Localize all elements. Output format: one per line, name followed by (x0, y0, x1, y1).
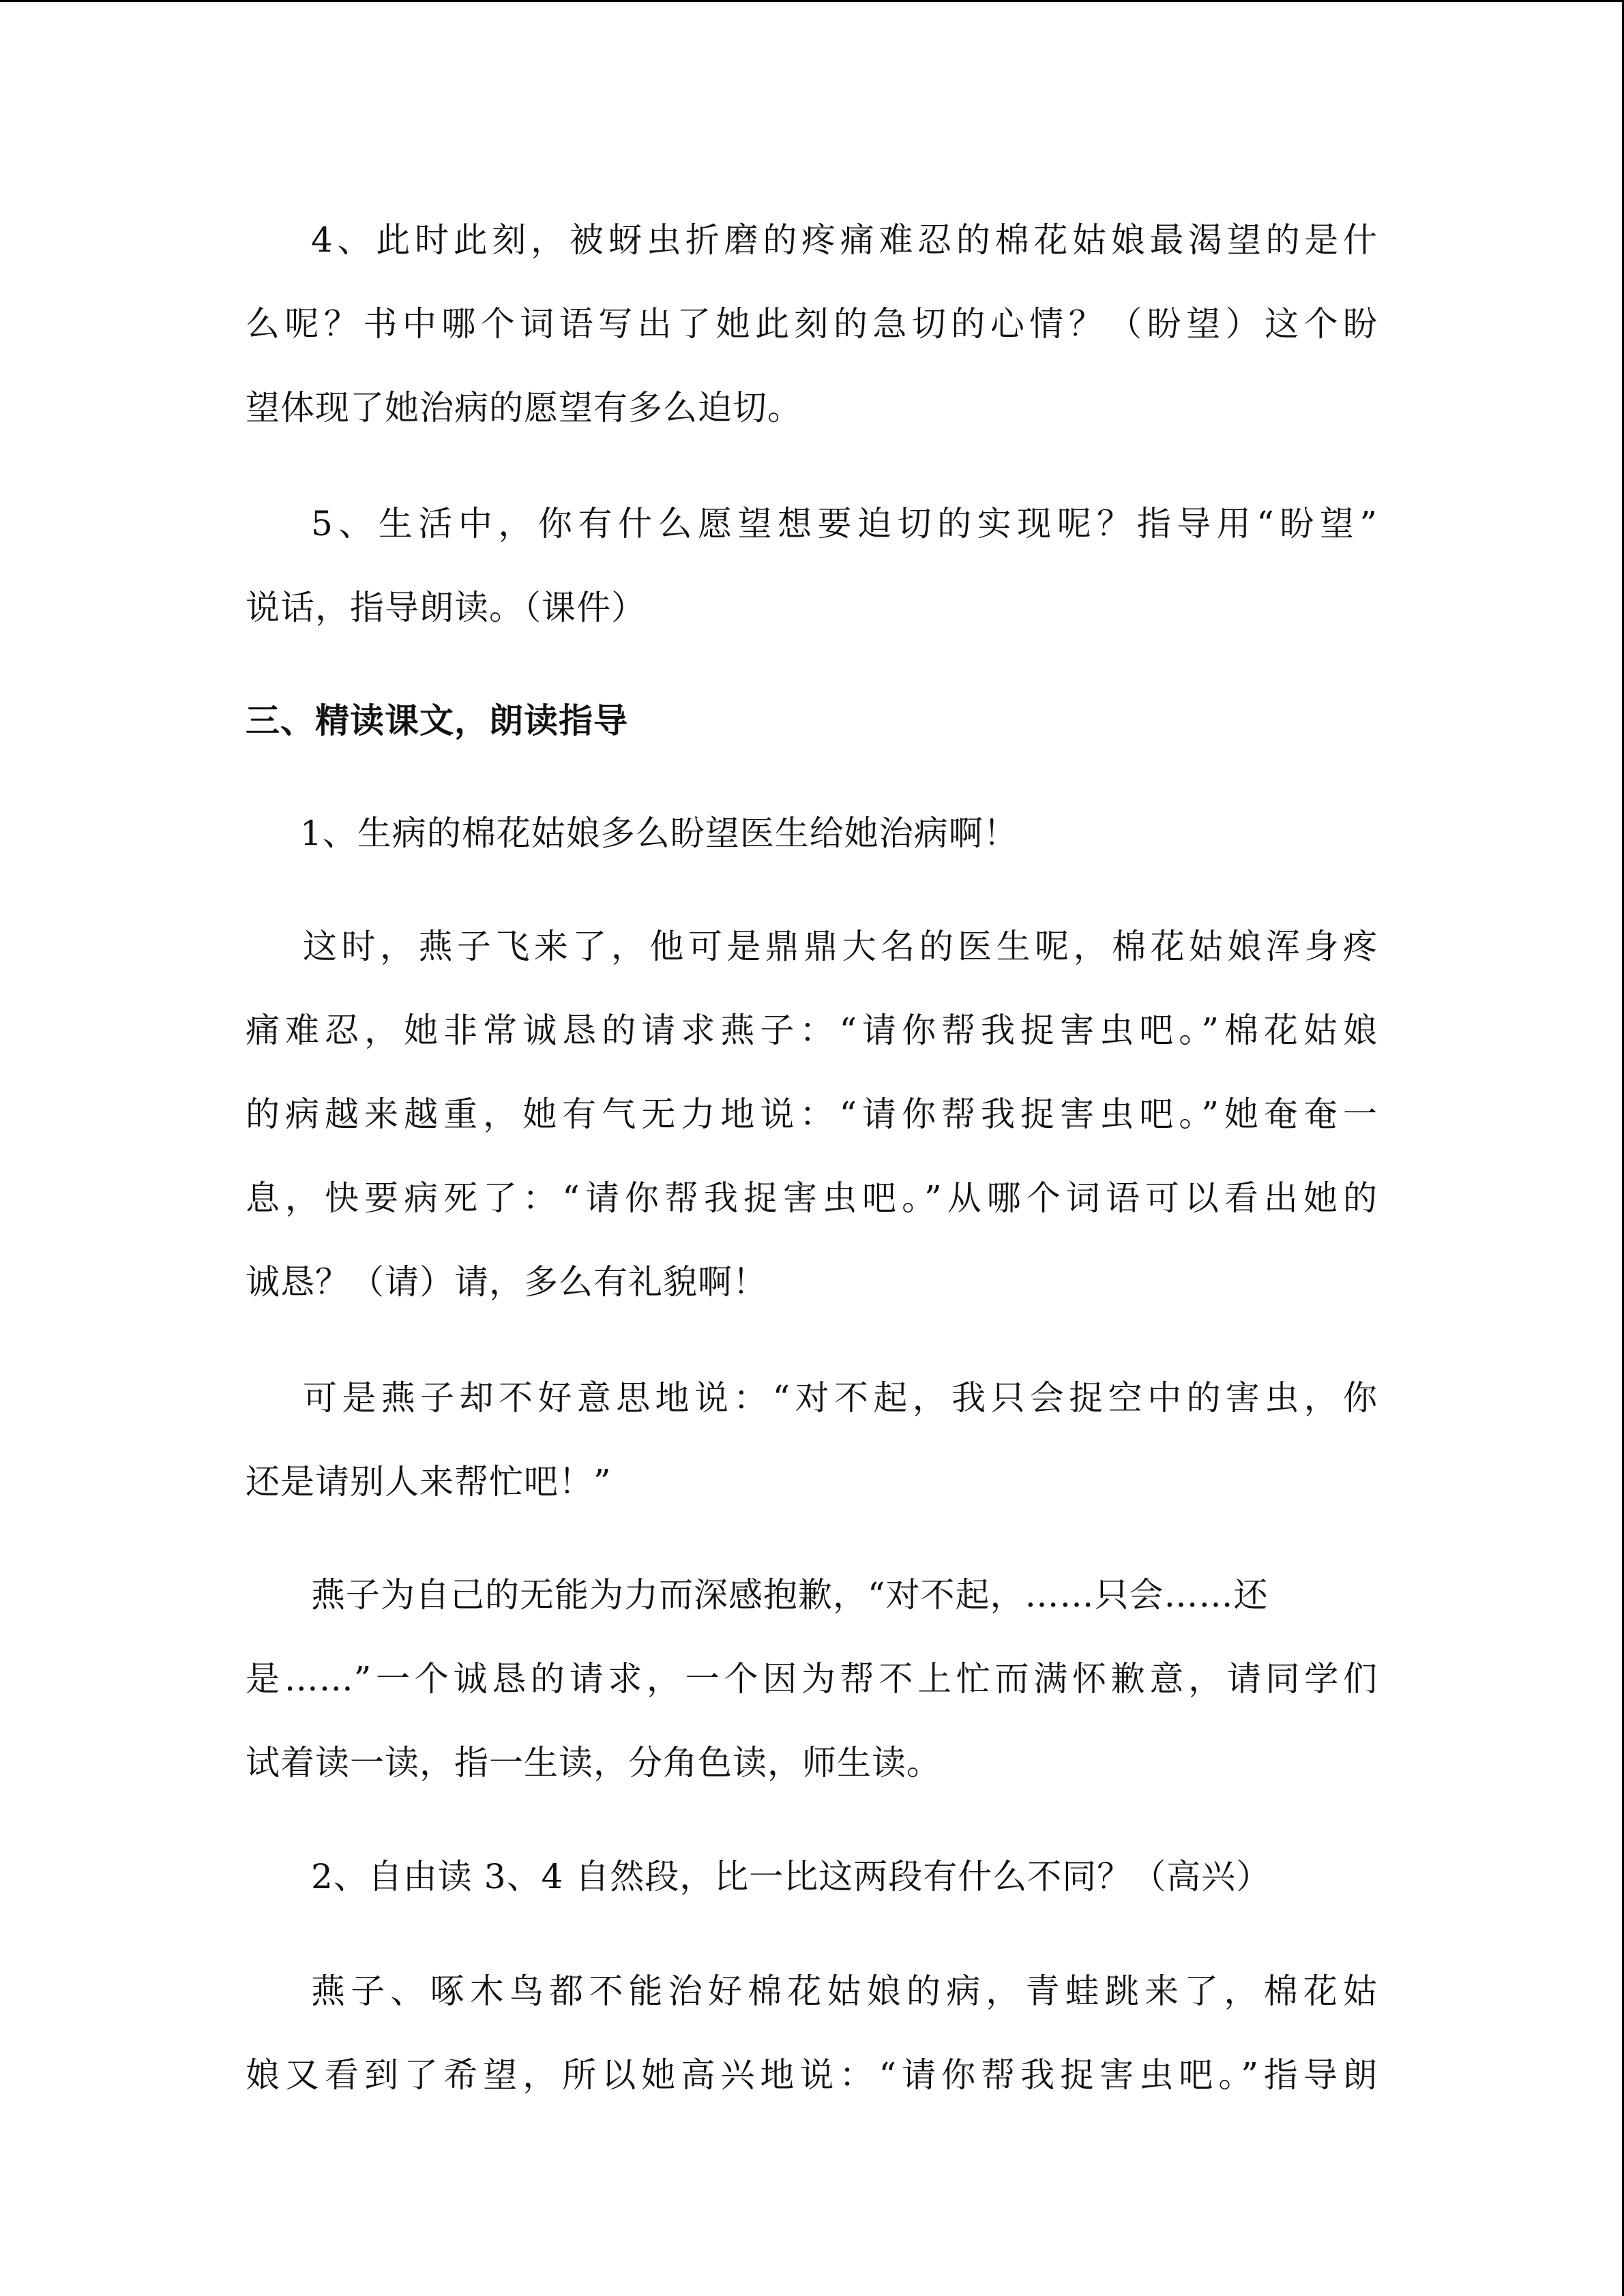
paragraph-5-line-2: 说话，指导朗读。（课件） (246, 588, 646, 627)
section-3-item-2: 2、自由读 3、4 自然段，比一比这两段有什么不同？（高兴） (311, 1857, 1271, 1896)
paragraph-4-line-1: 4、此时此刻，被蚜虫折磨的疼痛难忍的棉花姑娘最渴望的是什 (311, 220, 1378, 260)
story-paragraph-2-line-2: 还是请别人来帮忙吧！” (246, 1462, 612, 1502)
paragraph-4-line-2: 么呢？书中哪个词语写出了她此刻的急切的心情？（盼望）这个盼 (246, 304, 1378, 344)
story-paragraph-1-line-3: 的病越来越重，她有气无力地说：“请你帮我捉害虫吧。”她奄奄一 (246, 1094, 1378, 1134)
story-paragraph-1-line-1: 这时，燕子飞来了，他可是鼎鼎大名的医生呢，棉花姑娘浑身疼 (303, 927, 1378, 966)
story-paragraph-3-line-1: 燕子为自己的无能为力而深感抱歉，“对不起，……只会……还 (311, 1575, 1269, 1615)
story-paragraph-3-line-2: 是……”一个诚恳的请求，一个因为帮不上忙而满怀歉意，请同学们 (246, 1659, 1378, 1699)
story-paragraph-3-line-3: 试着读一读，指一生读，分角色读，师生读。 (246, 1743, 941, 1783)
story-paragraph-4-line-1: 燕子、啄木鸟都不能治好棉花姑娘的病，青蛙跳来了，棉花姑 (311, 1971, 1378, 2011)
section-3-heading: 三、精读课文，朗读指导 (246, 700, 628, 741)
page-border-top (0, 0, 1624, 2)
story-paragraph-1-line-5: 诚恳？（请）请，多么有礼貌啊！ (246, 1262, 767, 1302)
story-paragraph-4-line-2: 娘又看到了希望，所以她高兴地说：“请你帮我捉害虫吧。”指导朗 (246, 2055, 1378, 2095)
story-paragraph-2-line-1: 可是燕子却不好意思地说：“对不起，我只会捉空中的害虫，你 (303, 1378, 1378, 1418)
story-paragraph-1-line-2: 痛难忍，她非常诚恳的请求燕子：“请你帮我捉害虫吧。”棉花姑娘 (246, 1011, 1378, 1050)
story-paragraph-1-line-4: 息，快要病死了：“请你帮我捉害虫吧。”从哪个词语可以看出她的 (246, 1178, 1378, 1218)
paragraph-4-line-3: 望体现了她治病的愿望有多么迫切。 (246, 388, 802, 428)
paragraph-5-line-1: 5、生活中，你有什么愿望想要迫切的实现呢？指导用“盼望” (311, 504, 1378, 543)
section-3-item-1: 1、生病的棉花姑娘多么盼望医生给她治病啊！ (300, 814, 1018, 853)
